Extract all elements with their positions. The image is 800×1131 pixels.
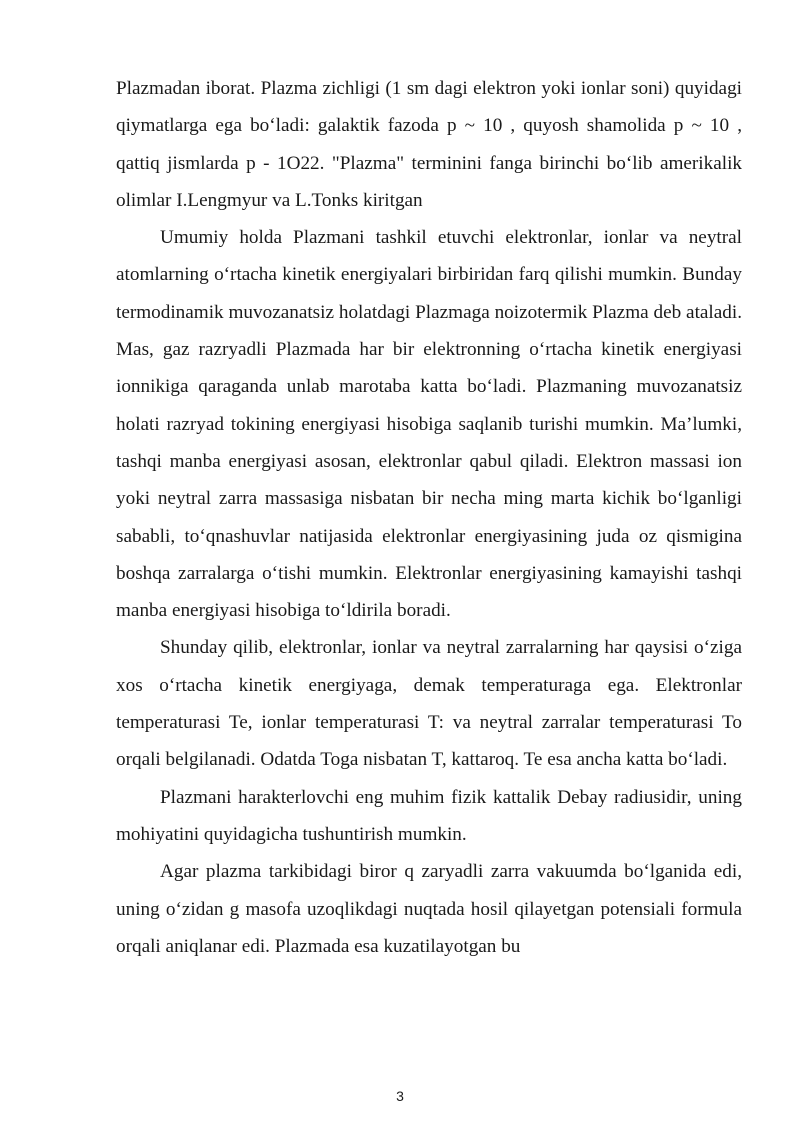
paragraph-nonisothermal-plasma: Umumiy holda Plazmani tashkil etuvchi elektronlar, ionlar va neytral atomlarning o‘rtacha kinetik energiyalari birbiridan farq qilishi mumkin. Bunday termodinamik muvozanatsiz holatdagi Plazmaga noizotermik Plazma deb ataladi. Mas, gaz razryadli Plazmada har bir elektronning o‘rtacha kinetik energiyasi ionnikiga qaraganda unlab marotaba katta bo‘ladi. Plazmaning muvozanatsiz holati razryad tokining energiyasi hisobiga saqlanib turishi mumkin. Ma’lumki, tashqi manba energiyasi asosan, elektronlar qabul qiladi. Elektron massasi ion yoki neytral zarra massasiga nisbatan bir necha ming marta kichik bo‘lganligi sababli, to‘qnashuvlar natijasida elektronlar energiyasining juda oz qismigina boshqa zarralarga o‘tishi mumkin. Elektronlar energiyasining kamayishi tashqi manba energiyasi hisobiga to‘ldirila boradi. bbox=[116, 227, 742, 622]
paragraph-debye-radius: Plazmani harakterlovchi eng muhim fizik kattalik Debay radiusidir, uning mohiyatini quyidagicha tushuntirish mumkin. bbox=[116, 786, 742, 845]
paragraph-plasma-density: Plazmadan iborat. Plazma zichligi (1 sm dagi elektron yoki ionlar soni) quyidagi qiymatlarga ega bo‘ladi: galaktik fazoda p ~ 10 , quyosh shamolida p ~ 10 , qattiq jismlarda p - 1O22. "Plazma" terminini fanga birinchi bo‘lib amerikalik olimlar I.Lengmyur va L.Tonks kiritgan bbox=[116, 78, 742, 211]
document-body bbox=[116, 70, 742, 965]
paragraph-charged-particle: Agar plazma tarkibidagi biror q zaryadli zarra vakuumda bo‘lganida edi, uning o‘zidan g masofa uzoqlikdagi nuqtada hosil qilayetgan potensiali formula orqali aniqlanar edi. Plazmada esa kuzatilayotgan bu bbox=[116, 861, 742, 957]
page-number: 3 bbox=[396, 1088, 404, 1104]
paragraph-temperatures: Shunday qilib, elektronlar, ionlar va neytral zarralarning har qaysisi o‘ziga xos o‘rtacha kinetik energiyaga, demak temperaturaga ega. Elektronlar temperaturasi Te, ionlar temperaturasi T: va neytral zarralar temperaturasi To orqali belgilanadi. Odatda Toga nisbatan T, kattaroq. Te esa ancha katta bo‘ladi. bbox=[116, 637, 742, 771]
